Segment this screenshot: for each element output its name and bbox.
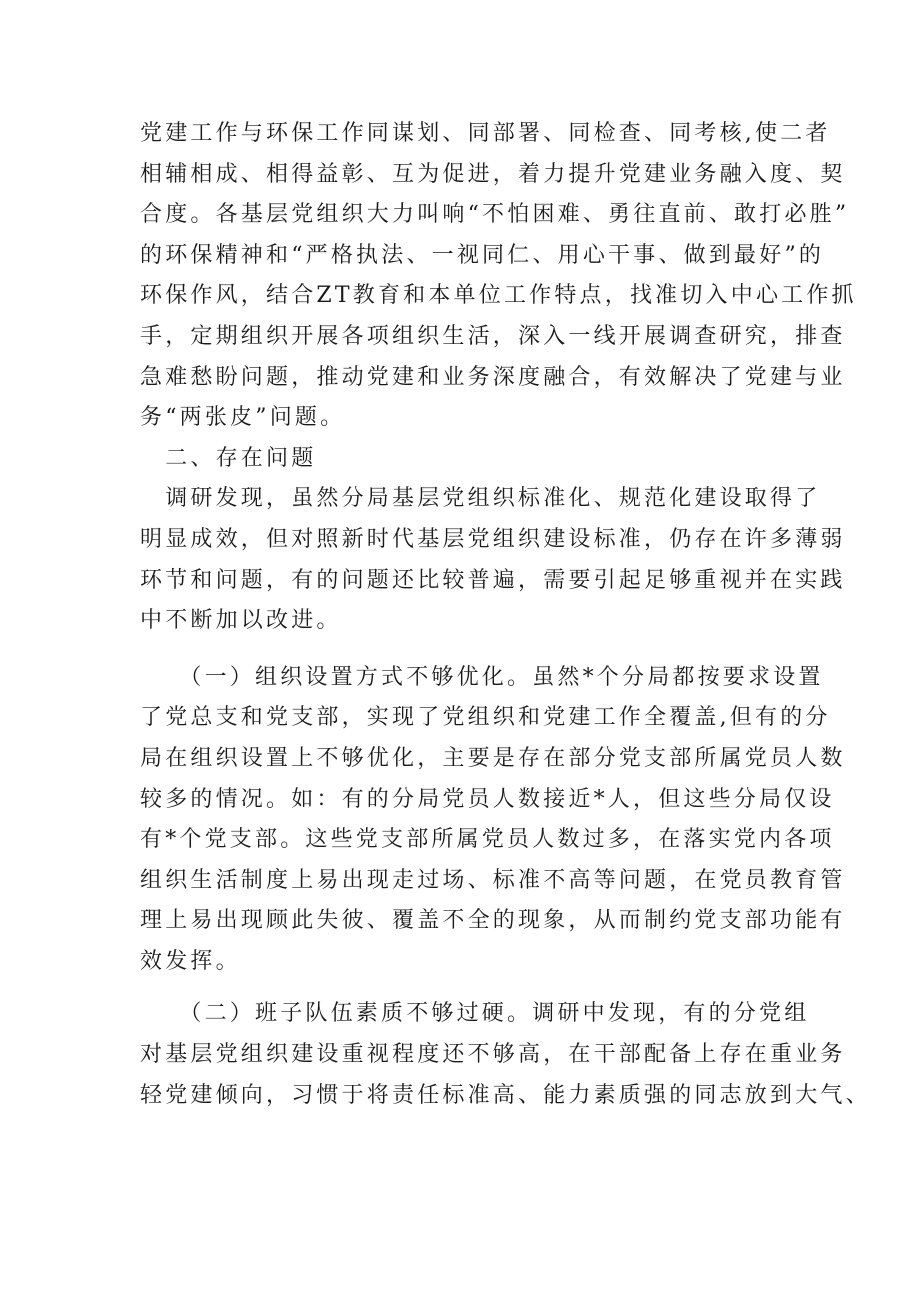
text-line: 的环保精神和“严格执法、一视同仁、用心干事、做到最好”的 (140, 242, 825, 268)
text-line: 组织生活制度上易出现走过场、标准不高等问题，在党员教育管 (140, 867, 846, 893)
text-line: （一）组织设置方式不够优化。虽然*个分局都按要求设置 (140, 664, 824, 690)
paragraph-findings (140, 479, 846, 641)
text-line: 局在组织设置上不够优化，主要是存在部分党支部所属党员人数 (140, 745, 846, 771)
text-line: 党建工作与环保工作同谋划、同部署、同检查、同考核,使二者 (140, 121, 831, 146)
text-line: 合度。各基层党组织大力叫响“不怕困难、勇往直前、敢打必胜” (140, 202, 850, 228)
text-line: 了党总支和党支部，实现了党组织和党建工作全覆盖,但有的分 (140, 705, 831, 731)
paragraph-intro (140, 114, 857, 439)
text-line: 务“两张皮”问题。 (140, 405, 346, 431)
document-body (140, 114, 871, 1116)
paragraph-gap (140, 642, 780, 658)
text-line: 轻党建倾向，习惯于将责任标准高、能力素质强的同志放到大气、 (140, 1082, 871, 1108)
text-line: 环节和问题，有的问题还比较普遍，需要引起足够重视并在实践 (140, 567, 846, 593)
text-line: 较多的情况。如：有的分局党员人数接近*人，但这些分局仅设 (140, 786, 835, 812)
paragraph-gap (140, 982, 780, 994)
text-line: 急难愁盼问题，推动党建和业务深度融合，有效解决了党建与业 (140, 364, 846, 390)
paragraph-one (140, 658, 846, 983)
text-line: 环保作风，结合ZT教育和本单位工作特点，找准切入中心工作抓 (140, 283, 857, 309)
paragraph-two (140, 994, 871, 1116)
text-line: 效发挥。 (140, 948, 241, 974)
section-heading: 二、存在问题 (140, 445, 317, 471)
text-line: 有*个党支部。这些党支部所属党员人数过多，在落实党内各项 (140, 827, 835, 853)
text-line: 理上易出现顾此失彼、覆盖不全的现象，从而制约党支部功能有 (140, 908, 846, 934)
text-line: 对基层党组织建设重视程度还不够高，在干部配备上存在重业务 (140, 1042, 846, 1068)
text-line: 调研发现，虽然分局基层党组织标准化、规范化建设取得了 (140, 486, 821, 512)
text-line: （二）班子队伍素质不够过硬。调研中发现，有的分党组 (140, 1001, 810, 1027)
text-line: 相辅相成、相得益彰、互为促进，着力提升党建业务融入度、契 (140, 161, 846, 187)
text-line: 明显成效，但对照新时代基层党组织建设标准，仍存在许多薄弱 (140, 526, 846, 552)
text-line: 手，定期组织开展各项组织生活，深入一线开展调查研究，排查 (140, 323, 846, 349)
text-line: 中不断加以改进。 (140, 608, 342, 634)
